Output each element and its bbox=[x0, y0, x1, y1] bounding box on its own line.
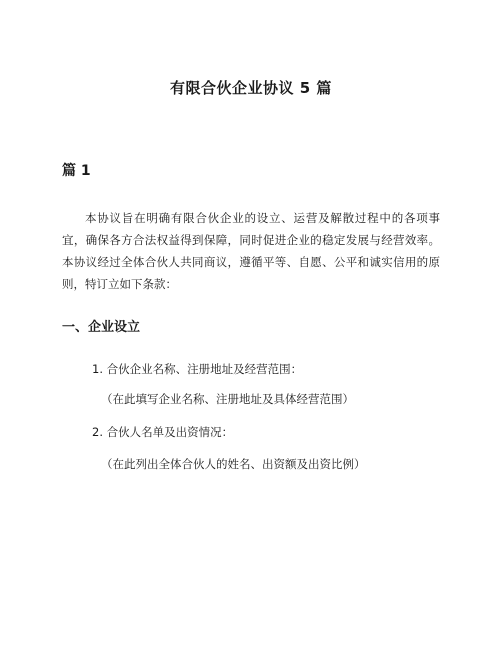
sub-heading-establishment: 一、企业设立 bbox=[62, 320, 141, 335]
document-title: 有限合伙企业协议 5 篇 bbox=[170, 79, 332, 97]
list-item-note-list-partners: （在此列出全体合伙人的姓名、出资额及出资比例） bbox=[101, 457, 366, 471]
list-item-name-address-scope: 1. 合伙企业名称、注册地址及经营范围： bbox=[92, 362, 303, 376]
list-item-note-fill-name: （在此填写企业名称、注册地址及具体经营范围） bbox=[101, 392, 354, 406]
intro-paragraph: 本协议旨在明确有限合伙企业的设立、运营及解散过程中的各项事宜，确保各方合法权益得到保障，同时促进企业的稳定发展与经营效率。本协议经过全体合伙人共同商议，遵循平等、自愿、公平和诚实信用的原则，特订立如下条款： bbox=[62, 211, 440, 291]
section-heading: 篇 1 bbox=[62, 163, 91, 179]
list-item-partners-capital: 2. 合伙人名单及出资情况： bbox=[92, 425, 234, 439]
